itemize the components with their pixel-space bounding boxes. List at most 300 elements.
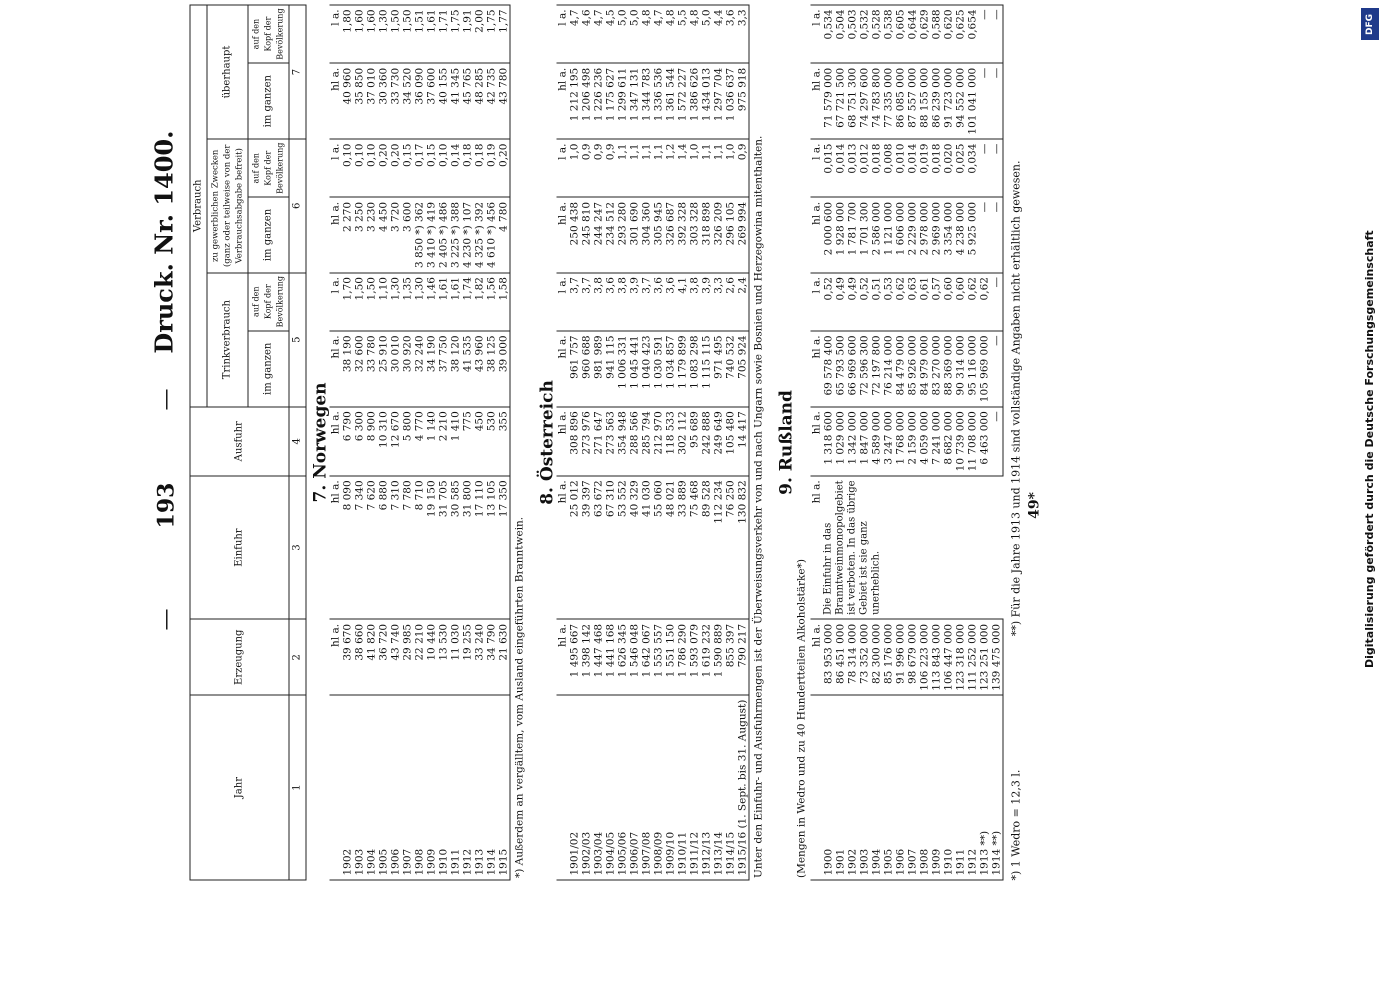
row-trink-ganzen: 1 030 591 (653, 331, 665, 407)
row-trink-kopf: 0,57 (931, 273, 943, 331)
norway-title: 7. Norwegen (310, 382, 331, 503)
table-row (486, 5, 498, 880)
row-ueb-ganzen: 1 299 611 (617, 63, 629, 139)
unit-blank (557, 695, 569, 880)
col-num-4: 4 (289, 407, 306, 476)
row-gew-ganzen: 3 230 (366, 197, 378, 272)
section-note-row (510, 5, 534, 880)
row-gew-kopf: 0,013 (847, 139, 859, 197)
unit-label: hl a. (811, 619, 823, 695)
row-year: 1909/10 (665, 695, 677, 880)
row-ueb-kopf: — (979, 5, 991, 63)
row-trink-kopf: 1,74 (462, 273, 474, 331)
row-year: 1901 (835, 695, 847, 880)
row-ausfuhr: 354 948 (617, 407, 629, 476)
table-row (414, 5, 426, 880)
row-gew-kopf: 0,15 (426, 139, 438, 197)
row-erzeugung: 139 475 000 (991, 619, 1004, 695)
unit-label: hl a. (811, 63, 823, 139)
row-ueb-kopf: 1,77 (498, 5, 511, 63)
col-trink-kopf: auf den Kopf der Bevölkerung (248, 273, 289, 331)
table-row (967, 5, 979, 880)
row-year: 1910 (943, 695, 955, 880)
row-ueb-kopf: 1,80 (342, 5, 354, 63)
row-ausfuhr: 4 770 (414, 407, 426, 476)
row-ausfuhr: 6 790 (342, 407, 354, 476)
row-trink-ganzen: 88 369 000 (943, 331, 955, 407)
row-einfuhr: 89 528 (701, 476, 713, 620)
row-gew-kopf: 0,9 (737, 139, 750, 197)
row-ueb-kopf: 0,588 (931, 5, 943, 63)
row-trink-kopf: 1,50 (354, 273, 366, 331)
row-gew-ganzen: 4 230 *) 107 (462, 197, 474, 272)
statistics-table (190, 4, 1004, 880)
header-dash-right: — (153, 388, 179, 411)
row-gew-kopf: 0,10 (438, 139, 450, 197)
row-year: 1906 (390, 695, 402, 880)
row-gew-ganzen: 234 512 (605, 197, 617, 272)
row-gew-kopf: 1,1 (629, 139, 641, 197)
row-erzeugung: 1 551 150 (665, 619, 677, 695)
unit-label: hl a. (557, 197, 569, 272)
row-ueb-kopf: 5,0 (629, 5, 641, 63)
col-gew-ganzen: im ganzen (248, 197, 289, 272)
row-gew-kopf: 0,10 (342, 139, 354, 197)
table-row (498, 5, 511, 880)
row-ueb-ganzen: 74 297 600 (859, 63, 871, 139)
row-gew-kopf: 0,019 (919, 139, 931, 197)
row-gew-kopf: 0,018 (871, 139, 883, 197)
row-ueb-kopf: 4,5 (605, 5, 617, 63)
row-ausfuhr: — (991, 407, 1004, 476)
row-einfuhr: 7 340 (354, 476, 366, 620)
row-gew-kopf: 0,15 (402, 139, 414, 197)
table-row (701, 5, 713, 880)
row-ausfuhr: 273 976 (581, 407, 593, 476)
header-dash-left: — (153, 608, 179, 631)
row-year: 1911 (955, 695, 967, 880)
row-gew-kopf: 0,17 (414, 139, 426, 197)
row-year: 1913 **) (979, 695, 991, 880)
unit-label: l a. (557, 139, 569, 197)
row-gew-ganzen: 305 945 (653, 197, 665, 272)
row-einfuhr: 75 468 (689, 476, 701, 620)
row-erzeugung: 43 740 (390, 619, 402, 695)
document-page (149, 8, 1043, 881)
row-ausfuhr: 775 (462, 407, 474, 476)
row-trink-kopf: 0,52 (823, 273, 835, 331)
row-gew-ganzen: 4 238 000 (955, 197, 967, 272)
row-ueb-ganzen: 68 751 300 (847, 63, 859, 139)
col-num-6: 6 (289, 139, 306, 272)
row-ueb-ganzen: 88 155 000 (919, 63, 931, 139)
row-gew-kopf: 1,4 (677, 139, 689, 197)
row-trink-kopf: 3,3 (713, 273, 725, 331)
row-gew-ganzen: 4 780 (498, 197, 511, 272)
col-num-7: 7 (289, 5, 306, 139)
row-trink-kopf: 0,61 (919, 273, 931, 331)
row-ueb-ganzen: 1 386 626 (689, 63, 701, 139)
norway-section (306, 5, 534, 880)
row-ueb-kopf: 1,61 (426, 5, 438, 63)
row-ueb-ganzen: 1 434 013 (701, 63, 713, 139)
row-year: 1914 (486, 695, 498, 880)
row-ueb-ganzen: 37 010 (366, 63, 378, 139)
row-einfuhr: 112 234 (713, 476, 725, 620)
row-trink-ganzen: 38 125 (486, 331, 498, 407)
table-row (641, 5, 653, 880)
row-gew-kopf: 0,020 (943, 139, 955, 197)
row-ueb-ganzen: — (979, 63, 991, 139)
unit-label: l a. (557, 5, 569, 63)
row-trink-ganzen: 1 083 298 (689, 331, 701, 407)
row-ueb-ganzen: 37 600 (426, 63, 438, 139)
row-erzeugung: 1 495 667 (569, 619, 581, 695)
table-row (569, 5, 581, 880)
row-year: 1904/05 (605, 695, 617, 880)
unit-blank (811, 695, 823, 880)
row-ueb-kopf: 1,51 (414, 5, 426, 63)
row-einfuhr: 30 585 (450, 476, 462, 620)
table-row (605, 5, 617, 880)
row-trink-ganzen: 65 793 500 (835, 331, 847, 407)
row-ueb-kopf: 0,504 (835, 5, 847, 63)
row-trink-ganzen: 85 926 000 (907, 331, 919, 407)
row-trink-ganzen: 961 757 (569, 331, 581, 407)
row-trink-kopf: 0,60 (943, 273, 955, 331)
col-gewerblich: zu gewerblichen Zwecken (ganz oder teilweise von der Verbrauchsabgabe befreit) (207, 139, 248, 272)
row-erzeugung: 34 790 (486, 619, 498, 695)
row-erzeugung: 22 210 (414, 619, 426, 695)
table-row (895, 5, 907, 880)
row-trink-kopf: — (991, 273, 1004, 331)
row-einfuhr: 8 710 (414, 476, 426, 620)
row-trink-ganzen: 960 688 (581, 331, 593, 407)
row-gew-kopf: 0,10 (366, 139, 378, 197)
row-erzeugung: 106 447 000 (943, 619, 955, 695)
row-year: 1911 (450, 695, 462, 880)
row-gew-ganzen: 326 209 (713, 197, 725, 272)
row-gew-kopf: 1,0 (569, 139, 581, 197)
row-ausfuhr: 212 970 (653, 407, 665, 476)
row-einfuhr: 13 105 (486, 476, 498, 620)
russia-subtitle: (Mengen in Wedro und zu 40 Hundertteilen Alkoholstärke*) (795, 559, 808, 878)
row-gew-kopf: 0,010 (895, 139, 907, 197)
row-ueb-ganzen: 1 344 783 (641, 63, 653, 139)
footnote-wedro: *) 1 Wedro = 12,3 l. (1009, 769, 1023, 881)
row-year: 1910/11 (677, 695, 689, 880)
unit-label: l a. (330, 273, 342, 331)
row-trink-kopf: 3,8 (593, 273, 605, 331)
unit-label: hl a. (330, 197, 342, 272)
row-gew-kopf: 0,014 (835, 139, 847, 197)
austria-section (534, 5, 773, 880)
unit-label: hl a. (811, 197, 823, 272)
row-ueb-ganzen: 74 783 800 (871, 63, 883, 139)
row-erzeugung: 1 441 168 (605, 619, 617, 695)
row-ueb-kopf: 1,75 (450, 5, 462, 63)
row-trink-kopf: 3,9 (701, 273, 713, 331)
row-gew-ganzen: 2 978 000 (919, 197, 931, 272)
row-ueb-ganzen: 43 780 (498, 63, 511, 139)
row-year: 1909 (931, 695, 943, 880)
row-trink-ganzen: 69 578 400 (823, 331, 835, 407)
row-ueb-kopf: 1,60 (366, 5, 378, 63)
rotated-page (0, 1, 1383, 1001)
row-ueb-kopf: 1,30 (378, 5, 390, 63)
col-jahr: Jahr (190, 695, 289, 880)
table-row (629, 5, 641, 880)
row-ueb-ganzen: 91 723 000 (943, 63, 955, 139)
row-ausfuhr: 273 563 (605, 407, 617, 476)
unit-label: hl a. (557, 619, 569, 695)
table-row (653, 5, 665, 880)
table-row (907, 5, 919, 880)
row-ueb-kopf: 0,528 (871, 5, 883, 63)
row-einfuhr: 40 329 (629, 476, 641, 620)
row-gew-ganzen: 1 606 000 (895, 197, 907, 272)
row-trink-kopf: 3,6 (605, 273, 617, 331)
col-einfuhr: Einfuhr (190, 476, 289, 620)
row-ueb-ganzen: 94 552 000 (955, 63, 967, 139)
row-year: 1915 (498, 695, 511, 880)
row-ueb-kopf: 5,0 (617, 5, 629, 63)
col-gew-kopf: auf den Kopf der Bevölkerung (248, 139, 289, 197)
row-erzeugung: 73 352 000 (859, 619, 871, 695)
row-gew-ganzen: 3 720 (390, 197, 402, 272)
row-erzeugung: 13 530 (438, 619, 450, 695)
row-year: 1909 (426, 695, 438, 880)
row-ueb-kopf: 3,6 (725, 5, 737, 63)
row-ueb-kopf: 4,6 (581, 5, 593, 63)
row-year: 1907/08 (641, 695, 653, 880)
row-ueb-ganzen: 77 335 000 (883, 63, 895, 139)
unit-label: l a. (330, 139, 342, 197)
unit-label: hl a. (811, 476, 823, 620)
table-row (402, 5, 414, 880)
row-ueb-ganzen: 40 960 (342, 63, 354, 139)
row-year: 1904 (366, 695, 378, 880)
row-trink-kopf: 2,6 (725, 273, 737, 331)
row-gew-ganzen: 301 690 (629, 197, 641, 272)
row-ueb-ganzen: 101 041 000 (967, 63, 979, 139)
col-num-5: 5 (289, 273, 306, 407)
row-einfuhr: 31 800 (462, 476, 474, 620)
row-ueb-kopf: 0,625 (955, 5, 967, 63)
row-gew-kopf: 0,20 (378, 139, 390, 197)
row-trink-kopf: 3,9 (629, 273, 641, 331)
row-einfuhr: 39 397 (581, 476, 593, 620)
table-row (823, 5, 835, 880)
col-erzeugung: Erzeugung (190, 619, 289, 695)
row-gew-ganzen: 2 405 *) 486 (438, 197, 450, 272)
row-trink-ganzen: 1 006 331 (617, 331, 629, 407)
row-gew-kopf: 0,20 (390, 139, 402, 197)
row-einfuhr: 130 832 (737, 476, 750, 620)
col-trink-ganzen: im ganzen (248, 331, 289, 407)
row-ueb-ganzen: 1 347 131 (629, 63, 641, 139)
row-erzeugung: 41 820 (366, 619, 378, 695)
row-gew-kopf: 0,10 (354, 139, 366, 197)
unit-label: hl a. (330, 63, 342, 139)
row-ueb-kopf: 0,629 (919, 5, 931, 63)
row-year: 1914 **) (991, 695, 1004, 880)
row-trink-ganzen: 705 924 (737, 331, 750, 407)
row-einfuhr: 53 552 (617, 476, 629, 620)
row-trink-kopf: 1,61 (438, 273, 450, 331)
row-ueb-ganzen: 34 520 (402, 63, 414, 139)
row-erzeugung: 790 217 (737, 619, 750, 695)
row-gew-kopf: 0,9 (581, 139, 593, 197)
row-year: 1902/03 (581, 695, 593, 880)
row-ueb-ganzen: 1 036 637 (725, 63, 737, 139)
dfg-credit-text: Digitalisierung gefördert durch die Deutsche Forschungsgemeinschaft (1363, 230, 1376, 668)
row-erzeugung: 123 318 000 (955, 619, 967, 695)
row-erzeugung: 38 660 (354, 619, 366, 695)
row-ueb-ganzen: 1 336 536 (653, 63, 665, 139)
row-gew-ganzen: 3 850 *) 362 (414, 197, 426, 272)
row-year: 1905 (883, 695, 895, 880)
section-note: Unter den Einfuhr- und Ausfuhrmengen ist der Überweisungsverkehr von und nach Ungarn sowie Bosnien und Herzegowina mitenthalten. (752, 135, 765, 878)
row-gew-kopf: 0,015 (823, 139, 835, 197)
row-ueb-ganzen: 42 735 (486, 63, 498, 139)
row-ausfuhr: 6 463 000 (979, 407, 991, 476)
row-ausfuhr: 530 (486, 407, 498, 476)
row-ueb-kopf: 1,60 (354, 5, 366, 63)
table-row (713, 5, 725, 880)
row-einfuhr: 33 889 (677, 476, 689, 620)
row-trink-kopf: 0,51 (871, 273, 883, 331)
row-year: 1911/12 (689, 695, 701, 880)
row-trink-ganzen: 33 780 (366, 331, 378, 407)
row-year: 1900 (823, 695, 835, 880)
row-trink-ganzen: 41 535 (462, 331, 474, 407)
row-ausfuhr: 308 896 (569, 407, 581, 476)
row-trink-ganzen: 740 532 (725, 331, 737, 407)
row-trink-ganzen: 66 969 600 (847, 331, 859, 407)
row-ausfuhr: 12 670 (390, 407, 402, 476)
row-ueb-kopf: 4,4 (713, 5, 725, 63)
col-num-2: 2 (289, 619, 306, 695)
row-year: 1907 (402, 695, 414, 880)
row-year: 1905/06 (617, 695, 629, 880)
row-year: 1904 (871, 695, 883, 880)
row-ausfuhr: 11 708 000 (967, 407, 979, 476)
row-ueb-ganzen: 36 090 (414, 63, 426, 139)
row-ueb-ganzen: 40 155 (438, 63, 450, 139)
row-trink-kopf: 0,53 (883, 273, 895, 331)
row-gew-kopf: 0,19 (486, 139, 498, 197)
row-ausfuhr: 1 342 000 (847, 407, 859, 476)
row-ausfuhr: 1 140 (426, 407, 438, 476)
row-year: 1907 (907, 695, 919, 880)
table-row (581, 5, 593, 880)
row-gew-kopf: 0,18 (462, 139, 474, 197)
row-ausfuhr: 302 112 (677, 407, 689, 476)
row-gew-ganzen: 4 610 *) 456 (486, 197, 498, 272)
row-erzeugung: 1 398 142 (581, 619, 593, 695)
row-ueb-kopf: 2,00 (474, 5, 486, 63)
row-trink-ganzen: 72 596 300 (859, 331, 871, 407)
row-year: 1906 (895, 695, 907, 880)
unit-label: l a. (330, 5, 342, 63)
row-einfuhr: 19 150 (426, 476, 438, 620)
row-erzeugung: 39 670 (342, 619, 354, 695)
row-ausfuhr: 2 210 (438, 407, 450, 476)
row-erzeugung: 82 300 000 (871, 619, 883, 695)
row-trink-ganzen: 1 034 857 (665, 331, 677, 407)
row-gew-ganzen: 3 354 000 (943, 197, 955, 272)
row-ueb-ganzen: 1 297 704 (713, 63, 725, 139)
col-ueb-ganzen: im ganzen (248, 63, 289, 139)
dfg-logo: DFG (1361, 8, 1379, 40)
row-ueb-ganzen: 45 765 (462, 63, 474, 139)
row-gew-kopf: 0,014 (907, 139, 919, 197)
row-ausfuhr: 8 900 (366, 407, 378, 476)
row-einfuhr: 7 620 (366, 476, 378, 620)
row-gew-ganzen: 1 781 700 (847, 197, 859, 272)
row-ausfuhr: 355 (498, 407, 511, 476)
row-ausfuhr: 4 589 000 (871, 407, 883, 476)
row-erzeugung: 113 843 000 (931, 619, 943, 695)
row-trink-ganzen: 30 920 (402, 331, 414, 407)
row-gew-kopf: 1,1 (617, 139, 629, 197)
row-erzeugung: 106 223 000 (919, 619, 931, 695)
row-gew-ganzen: 1 121 000 (883, 197, 895, 272)
row-ausfuhr: 285 794 (641, 407, 653, 476)
row-trink-kopf: 0,60 (955, 273, 967, 331)
row-ueb-ganzen: 86 085 000 (895, 63, 907, 139)
row-gew-kopf: — (991, 139, 1004, 197)
table-row (677, 5, 689, 880)
table-row (931, 5, 943, 880)
signature-mark: 49* (1026, 492, 1043, 519)
row-erzeugung: 78 314 000 (847, 619, 859, 695)
row-year: 1906/07 (629, 695, 641, 880)
row-ueb-kopf: 0,503 (847, 5, 859, 63)
row-ausfuhr: 1 318 600 (823, 407, 835, 476)
row-gew-ganzen: — (979, 197, 991, 272)
row-trink-kopf: 3,8 (689, 273, 701, 331)
row-gew-kopf: 0,14 (450, 139, 462, 197)
dfg-credit-bar (1361, 8, 1379, 992)
row-ueb-ganzen: 67 721 500 (835, 63, 847, 139)
row-trink-kopf: 3,6 (665, 273, 677, 331)
row-gew-ganzen: 3 250 (354, 197, 366, 272)
austria-title: 8. Österreich (537, 380, 558, 505)
row-gew-ganzen: 4 450 (378, 197, 390, 272)
row-gew-ganzen: 3 410 *) 419 (426, 197, 438, 272)
row-ueb-kopf: 5,0 (701, 5, 713, 63)
page-number: 193 (153, 482, 180, 529)
row-ausfuhr: 118 533 (665, 407, 677, 476)
unit-label: l a. (811, 139, 823, 197)
row-ausfuhr: 95 689 (689, 407, 701, 476)
row-ausfuhr: 10 739 000 (955, 407, 967, 476)
row-gew-ganzen: 3 600 (402, 197, 414, 272)
table-row (450, 5, 462, 880)
table-row (354, 5, 366, 880)
row-gew-ganzen: 326 687 (665, 197, 677, 272)
unit-blank (330, 695, 342, 880)
row-gew-kopf: 0,008 (883, 139, 895, 197)
row-erzeugung: 10 440 (426, 619, 438, 695)
print-number: Druck. Nr. 1400. (149, 130, 179, 354)
unit-label: hl a. (330, 476, 342, 620)
row-ausfuhr: 6 300 (354, 407, 366, 476)
row-gew-ganzen: — (991, 197, 1004, 272)
row-ueb-ganzen: 48 285 (474, 63, 486, 139)
